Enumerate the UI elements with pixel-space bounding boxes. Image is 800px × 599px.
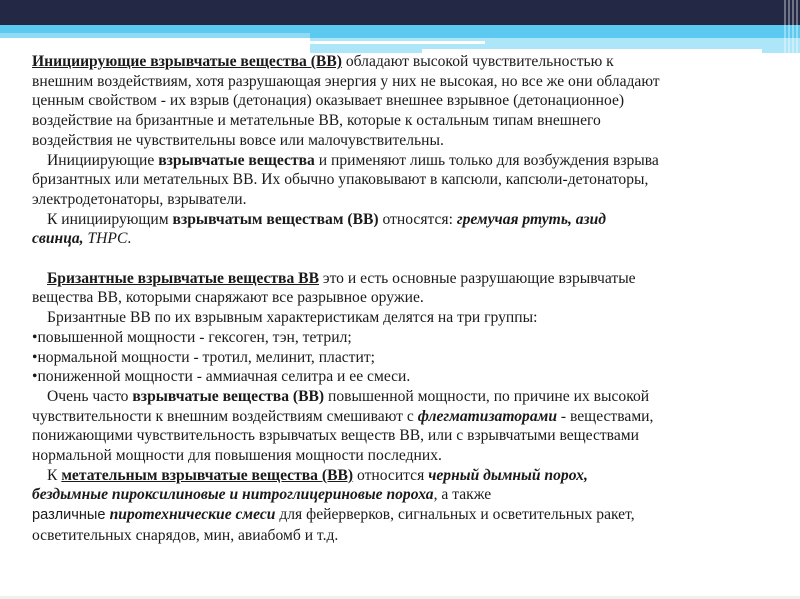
text-span: обладают высокой чувствительностью к [341,53,614,70]
text-line [32,269,792,289]
bullet-item: •пониженной мощности - аммиачная селитра и ее смеси. [32,368,411,386]
text-span: повышенной мощности, по причине их высокой [324,387,650,405]
emphasis-term: свинца, [32,230,84,248]
text-line: воздействие на бризантные и метательные ВВ, которые к остальным типам внешнего [32,112,601,130]
text-line: бризантных или метательных ВВ. Их обычно упаковывают в капсюли, капсюли-детонаторы, [32,171,649,189]
spacer [32,249,792,269]
text-line: осветительных снарядов, мин, авиабомб и т.д. [32,526,339,544]
text-line [32,387,792,407]
text-line: нормальной мощности для повышения мощности последних. [32,447,442,465]
text-span: К инициирующим [47,210,173,228]
emphasis-term: бездымные пироксилиновые и нитроглицериновые пороха [32,486,434,504]
paragraph-initiating-examples [32,210,792,249]
text-span: чувствительности к внешним воздействиям смешивают с [32,407,418,425]
paragraph-phlegmatizers [32,387,792,466]
text-line: воздействия не чувствительны вовсе или малочувствительны. [32,131,444,149]
text-span: К [47,466,62,484]
text-line: ценным свойством - их взрыв (детонация) оказывает внешнее взрывное (детонационное) [32,92,625,110]
term-initiating-explosives: Инициирующие взрывчатые вещества (ВВ) [32,53,342,70]
emphasis-term: черный дымный порох, [428,466,588,484]
text-span: и применяют лишь только для возбуждения взрыва [314,151,659,169]
text-line: Бризантные ВВ по их взрывным характеристикам делятся на три группы: [47,309,538,327]
bullet-item: •повышенной мощности - гексоген, тэн, тетрил; [32,328,352,346]
header-stripe-accent [0,33,310,38]
decorative-edge-lines [784,0,800,53]
bold-term: взрывчатым веществам (ВВ) [172,210,379,228]
text-span: для фейерверков, сигнальных и осветительных ракет, [275,506,635,524]
text-line [32,52,792,72]
text-line: электродетонаторы, взрыватели. [32,190,247,208]
bold-term: взрывчатые вещества [158,151,315,169]
paragraph-brisant-explosives [32,269,792,308]
text-span: это и есть основные разрушающие взрывчатые [318,269,636,287]
text-span: - веществами, [557,407,654,425]
header-stripe-highlight [310,41,485,44]
text-line [32,466,792,486]
italic-term: ТНРС [83,230,128,248]
text-line [32,407,792,427]
term-propellant-explosives: метательным взрывчатые вещества (ВВ) [61,466,354,484]
text-line: внешним воздействиям, хотя разрушающая энергия у них не высокая, но все же они обладают [32,72,660,90]
text-line [32,485,792,505]
emphasis-term: гремучая ртуть, азид [456,210,607,228]
paragraph-propellants [32,466,792,546]
text-line: понижающими чувствительность взрывчатых веществ ВВ, или с взрывчатыми веществами [32,427,639,445]
text-span: относится [353,466,429,484]
text-line [32,210,792,230]
bullet-item: •нормальной мощности - тротил, мелинит, пластит; [32,348,375,366]
text-line [32,229,792,249]
slide-body [32,52,792,546]
bold-term: взрывчатые вещества (ВВ) [132,387,325,405]
paragraph-initiating-explosives [32,52,792,151]
text-span: , а также [433,486,492,504]
text-span: . [127,230,132,248]
text-line: вещества ВВ, которыми снаряжают все разрывное оружие. [32,289,424,307]
text-line [32,505,792,526]
text-span: Очень часто [47,387,133,405]
paragraph-initiating-usage [32,151,792,210]
emphasis-term: флегматизаторами [417,407,557,425]
text-line [32,151,792,171]
text-span: относятся: [378,210,457,228]
header-band [0,0,800,25]
emphasis-term: пиротехнические смеси [109,506,276,524]
term-brisant-explosives: Бризантные взрывчатые вещества ВВ [47,269,319,287]
text-span: различные [32,507,110,524]
paragraph-brisant-groups [32,308,792,387]
text-span: Инициирующие [47,151,159,169]
